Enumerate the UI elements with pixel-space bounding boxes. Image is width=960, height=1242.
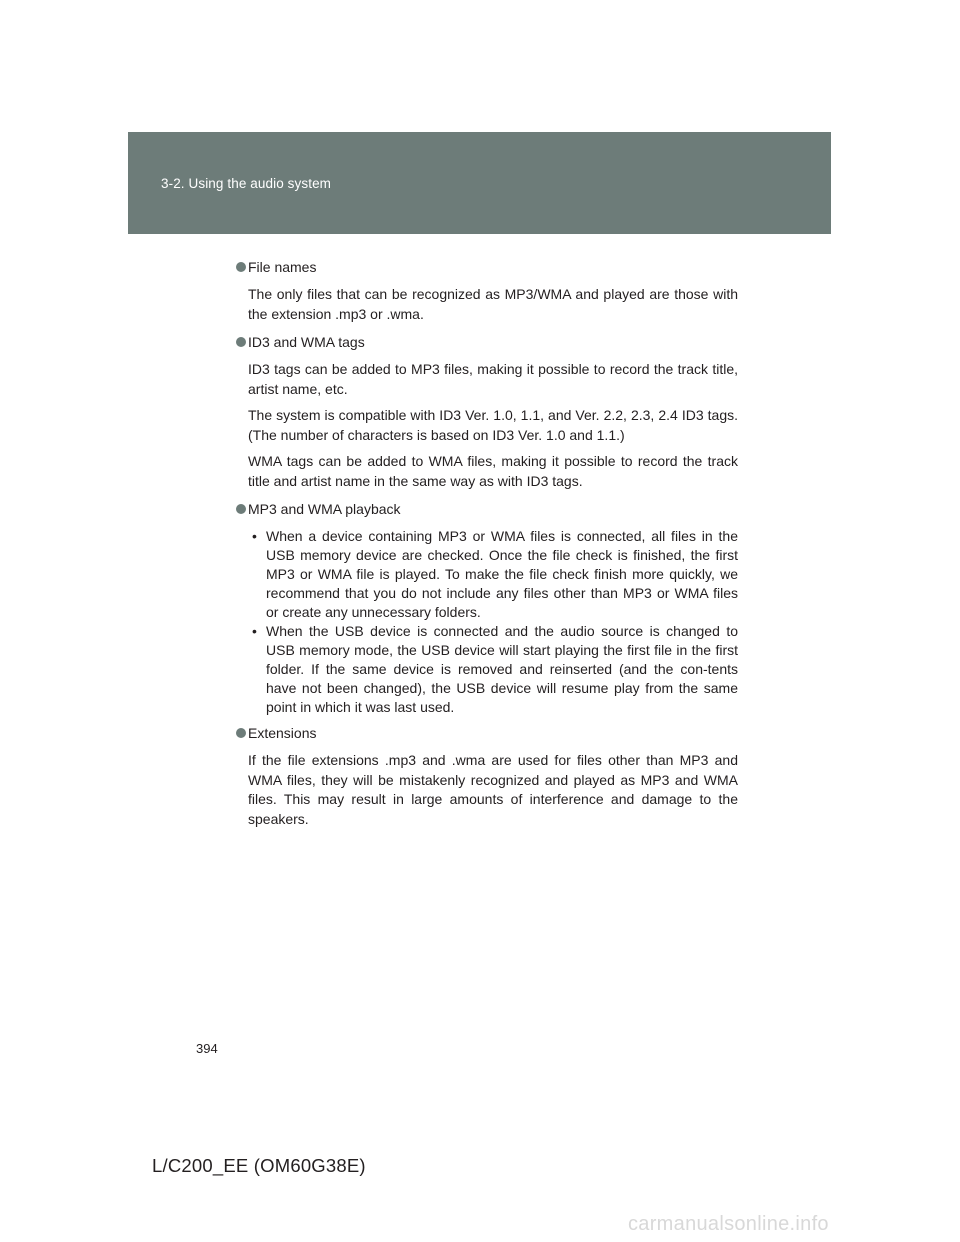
- paragraph: ID3 tags can be added to MP3 files, making it possible to record the track title, artist name, etc.: [248, 361, 738, 397]
- paragraph: The only files that can be recognized as MP3/WMA and played are those with the extension .mp3 or .wma.: [248, 286, 738, 322]
- paragraph: The system is compatible with ID3 Ver. 1.0, 1.1, and Ver. 2.2, 2.3, 2.4 ID3 tags. (The number of characters is based on ID3 Ver. 1.0 and 1.1.): [248, 407, 738, 443]
- document-code: L/C200_EE (OM60G38E): [152, 1155, 366, 1176]
- list-item-text: When a device containing MP3 or WMA files is connected, all files in the USB memory device are checked. Once the file check is finished, the first MP3 or WMA file is played. To make the file check finish more quickly, we recommend that you do not include any files other than MP3 or WMA files or create any unnecessary folders.: [266, 528, 738, 620]
- heading-text: Extensions: [248, 725, 317, 741]
- heading-text: File names: [248, 259, 317, 275]
- section-title: 3-2. Using the audio system: [161, 176, 332, 191]
- heading-text: ID3 and WMA tags: [248, 334, 365, 350]
- bullet-dot-icon: [236, 337, 246, 347]
- list-item: [248, 527, 738, 622]
- paragraph: WMA tags can be added to WMA files, making it possible to record the track title and artist name in the same way as with ID3 tags.: [248, 453, 738, 489]
- list-item: [248, 622, 738, 717]
- bullet-dot-icon: [236, 728, 246, 738]
- bullet-dot-icon: [236, 262, 246, 272]
- small-bullet-icon: •: [252, 623, 257, 639]
- small-bullet-icon: •: [252, 528, 257, 544]
- section-extensions: [236, 722, 738, 829]
- bullet-heading: [236, 331, 738, 353]
- bullet-heading: [236, 498, 738, 520]
- bullet-heading: [236, 722, 738, 744]
- heading-text: MP3 and WMA playback: [248, 501, 401, 517]
- section-id3-wma-tags: [236, 331, 738, 491]
- sub-list: [248, 527, 738, 717]
- page-content: [236, 256, 738, 836]
- list-item-text: When the USB device is connected and the audio source is changed to USB memory mode, the USB device will start playing the first file in the first folder. If the same device is removed and reinserted (and the con-tents have not been changed), the USB device will resume play from the same point in which it was last used.: [266, 623, 738, 715]
- section-file-names: [236, 256, 738, 324]
- bullet-heading: [236, 256, 738, 278]
- page-number: 394: [196, 1041, 218, 1056]
- watermark-text: carmanualsonline.info: [628, 1213, 829, 1235]
- bullet-dot-icon: [236, 504, 246, 514]
- section-header-band: [128, 132, 831, 234]
- section-mp3-wma-playback: [236, 498, 738, 717]
- paragraph: If the file extensions .mp3 and .wma are used for files other than MP3 and WMA files, they will be mistakenly recognized and played as MP3 and WMA files. This may result in large amounts of interference and damage to the speakers.: [248, 752, 738, 827]
